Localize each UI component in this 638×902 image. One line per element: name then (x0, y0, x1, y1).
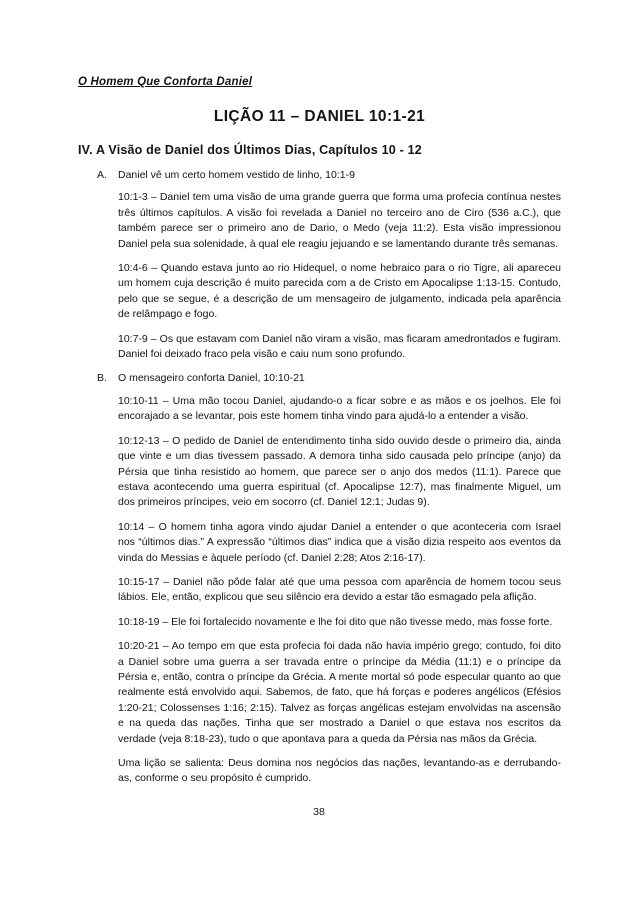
lesson-title: LIÇÃO 11 – DANIEL 10:1-21 (213, 108, 426, 125)
outline-item-label: A. (97, 169, 107, 181)
body-paragraph: 10:4-6 – Quando estava junto ao rio Hidequel, o nome hebraico para o rio Tigre, ali apareceu um homem cuja descrição é muito parecida com a de Cristo em Apocalipse 1:13-15. Contudo, pelo que se segue, é a descrição de um mensageiro de julgamento, indicada pela aparência de relâmpago e fogo. (118, 262, 561, 321)
outline-item-heading: O mensageiro conforta Daniel, 10:10-21 (118, 372, 305, 385)
body-paragraph: 10:7-9 – Os que estavam com Daniel não viram a visão, mas ficaram amedrontados e fugiram. Daniel foi deixado fraco pela visão e caiu num sono profundo. (118, 332, 561, 361)
body-paragraph: 10:20-21 – Ao tempo em que esta profecia foi dada não havia império grego; contudo, foi dito a Daniel sobre uma guerra a ser travada entre o príncipe da Média (11:1) e o príncipe da Pérsia e, então, contra o príncipe da Grécia. A mente mortal só pode especular quanto ao que realmente está envolvido aqui. Sabemos, de fato, que há forças e poderes angélicos (Efésios 1:20-21; Colossenses 1:16; 2:15). Talvez as forças angélicas estejam envolvidas na ascensão e na queda das nações. Tinha que ser mostrado a Daniel o que estava nos escritos da verdade (veja 8:18-23), tudo o que apontava para a queda da Pérsia nas mãos da Grécia. (118, 640, 561, 745)
outline-item-a (78, 168, 561, 183)
body-paragraph: 10:18-19 – Ele foi fortalecido novamente e lhe foi dito que não tivesse medo, mas fosse forte. (118, 615, 553, 628)
body-paragraph: 10:12-13 – O pedido de Daniel de entendimento tinha sido ouvido desde o primeiro dia, ainda que vinte e um dias tivessem passado. A demora tinha sido causada pelo príncipe (anjo) da Pérsia que tinha resistido ao homem, que parece ser o anjo dos medos (11:1). Parece que estava acontecendo uma guerra espiritual (cf. Apocalipse 12:7), mas finalmente Miguel, um dos primeiros príncipes, veio em socorro (cf. Daniel 12:1; Judas 9). (118, 434, 561, 509)
running-header: O Homem Que Conforta Daniel (78, 76, 253, 88)
outline-item-heading: Daniel vê um certo homem vestido de linho, 10:1-9 (118, 169, 355, 181)
body-paragraph: 10:1-3 – Daniel tem uma visão de uma grande guerra que forma uma profecia contínua nestes três últimos capítulos. A visão foi revelada a Daniel no terceiro ano de Ciro (536 a.C.), que também parece ser o primeiro ano de Dario, o Medo (veja 11:2). Esta visão impressionou Daniel pela sua solenidade, à qual ele reagiu jejuando e se lamentando durante três semanas. (118, 191, 561, 250)
body-paragraph: 10:15-17 – Daniel não pôde falar até que uma pessoa com aparência de homem tocou seus lábios. Ele, então, explicou que seu silêncio era devido a estar tão esmagado pela aflição. (118, 575, 561, 604)
page-number: 38 (313, 806, 325, 818)
outline-item-label: B. (97, 372, 107, 385)
outline-item-b (78, 371, 561, 386)
body-paragraph: 10:14 – O homem tinha agora vindo ajudar Daniel a entender o que aconteceria com Israel nos “últimos dias.” A expressão “últimos dias” indica que a visão dizia respeito aos eventos da vinda do Messias e àquele período (cf. Daniel 2:28; Atos 2:16-17). (118, 520, 561, 564)
body-paragraph: 10:10-11 – Uma mão tocou Daniel, ajudando-o a ficar sobre e as mãos e os joelhos. Ele foi encorajado a se levantar, pois este homem tinha vindo para ajudá-lo a entender a visão. (118, 394, 561, 423)
closing-paragraph: Uma lição se salienta: Deus domina nos negócios das nações, levantando-as e derrubando-as, conforme o seu propósito é cumprido. (118, 757, 561, 785)
section-heading: IV. A Visão de Daniel dos Últimos Dias, Capítulos 10 - 12 (78, 143, 422, 157)
